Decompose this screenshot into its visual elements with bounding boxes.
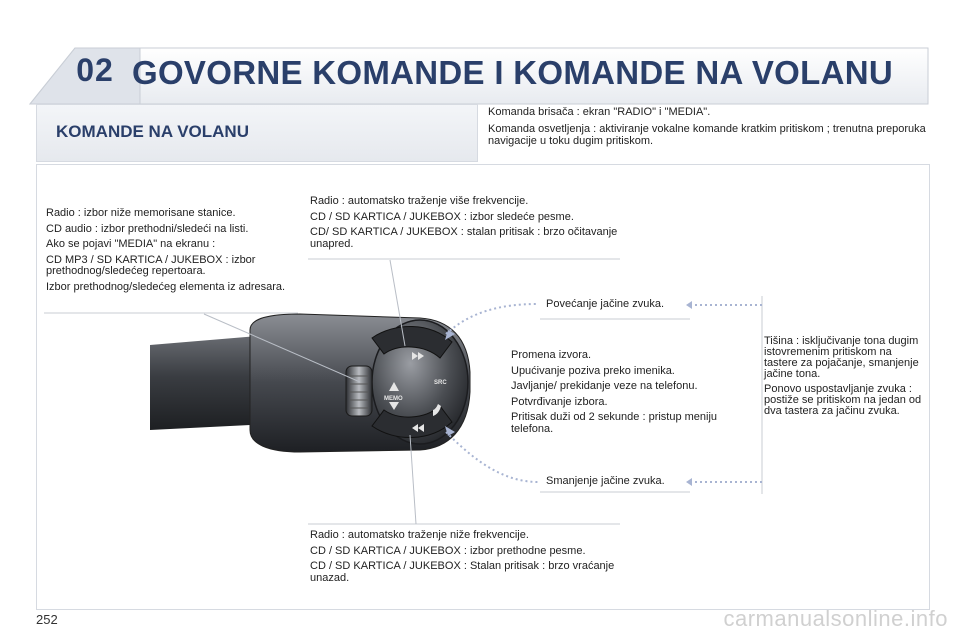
left-callout-line: CD audio : izbor prethodni/sledeći na listi. bbox=[46, 222, 249, 235]
center-callout-line: Potvrđivanje izbora. bbox=[511, 395, 608, 408]
left-callout-line: CD MP3 / SD KARTICA / JUKEBOX : izbor prethodnog/sledećeg repertoara. bbox=[46, 253, 256, 277]
info-wiper: Komanda brisača : ekran "RADIO" i "MEDIA". bbox=[488, 106, 711, 118]
center-callout-line: Promena izvora. bbox=[511, 349, 592, 361]
bottom-callout-line: CD / SD KARTICA / JUKEBOX : Stalan pritisak : brzo vraćanje unazad. bbox=[310, 560, 615, 584]
center-callout-line: Pritisak duži od 2 sekunde : pristup meniju telefona. bbox=[511, 411, 718, 435]
left-callout-line: Ako se pojavi "MEDIA" na ekranu : bbox=[46, 238, 216, 250]
right-callout-line: Ponovo uspostavljanje zvuka : postiže se pritiskom na jedan od dva tastera za jačinu zvuka. bbox=[764, 383, 922, 417]
memo-label: MEMO bbox=[384, 396, 403, 402]
src-label: SRC bbox=[434, 380, 447, 386]
right-callout bbox=[764, 336, 924, 421]
top-callout-line: Radio : automatsko traženje više frekvencije. bbox=[310, 195, 529, 207]
bottom-callout bbox=[310, 530, 620, 588]
volume-down-label: Smanjenje jačine zvuka. bbox=[546, 475, 665, 487]
chapter-number: 02 bbox=[76, 52, 114, 88]
center-callout-line: Upućivanje poziva preko imenika. bbox=[511, 364, 675, 377]
left-callout-line: Izbor prethodnog/sledećeg elementa iz adresara. bbox=[46, 280, 286, 293]
page-number: 252 bbox=[36, 612, 58, 627]
top-callout bbox=[310, 196, 620, 254]
top-callout-line: CD / SD KARTICA / JUKEBOX : izbor sledeće pesme. bbox=[310, 210, 574, 223]
info-lights: Komanda osvetljenja : aktiviranje vokalne komande kratkim pritiskom ; trenutna preporuka navigacije u toku dugim pritiskom. bbox=[488, 123, 926, 147]
voldown-dotted-arc bbox=[446, 432, 538, 482]
watermark: carmanualsonline.info bbox=[723, 606, 948, 631]
right-callout-line: Tišina : isključivanje tona dugim istovremenim pritiskom na tastere za pojačanje, smanjenje jačine tona. bbox=[764, 335, 919, 380]
volup-dotted-arc bbox=[446, 304, 538, 334]
top-callout-line: CD/ SD KARTICA / JUKEBOX : stalan pritisak : brzo očitavanje unapred. bbox=[310, 226, 618, 250]
bottom-callout-line: CD / SD KARTICA / JUKEBOX : izbor prethodne pesme. bbox=[310, 544, 586, 557]
center-callout bbox=[511, 350, 741, 439]
left-callout bbox=[46, 208, 296, 297]
volume-up-label: Povećanje jačine zvuka. bbox=[546, 298, 665, 310]
bottom-callout-line: Radio : automatsko traženje niže frekvencije. bbox=[310, 529, 529, 541]
center-callout-line: Javljanje/ prekidanje veze na telefonu. bbox=[511, 380, 698, 392]
section-title: KOMANDE NA VOLANU bbox=[56, 122, 249, 141]
left-callout-line: Radio : izbor niže memorisane stanice. bbox=[46, 207, 236, 219]
page-title: GOVORNE KOMANDE I KOMANDE NA VOLANU bbox=[132, 54, 893, 91]
